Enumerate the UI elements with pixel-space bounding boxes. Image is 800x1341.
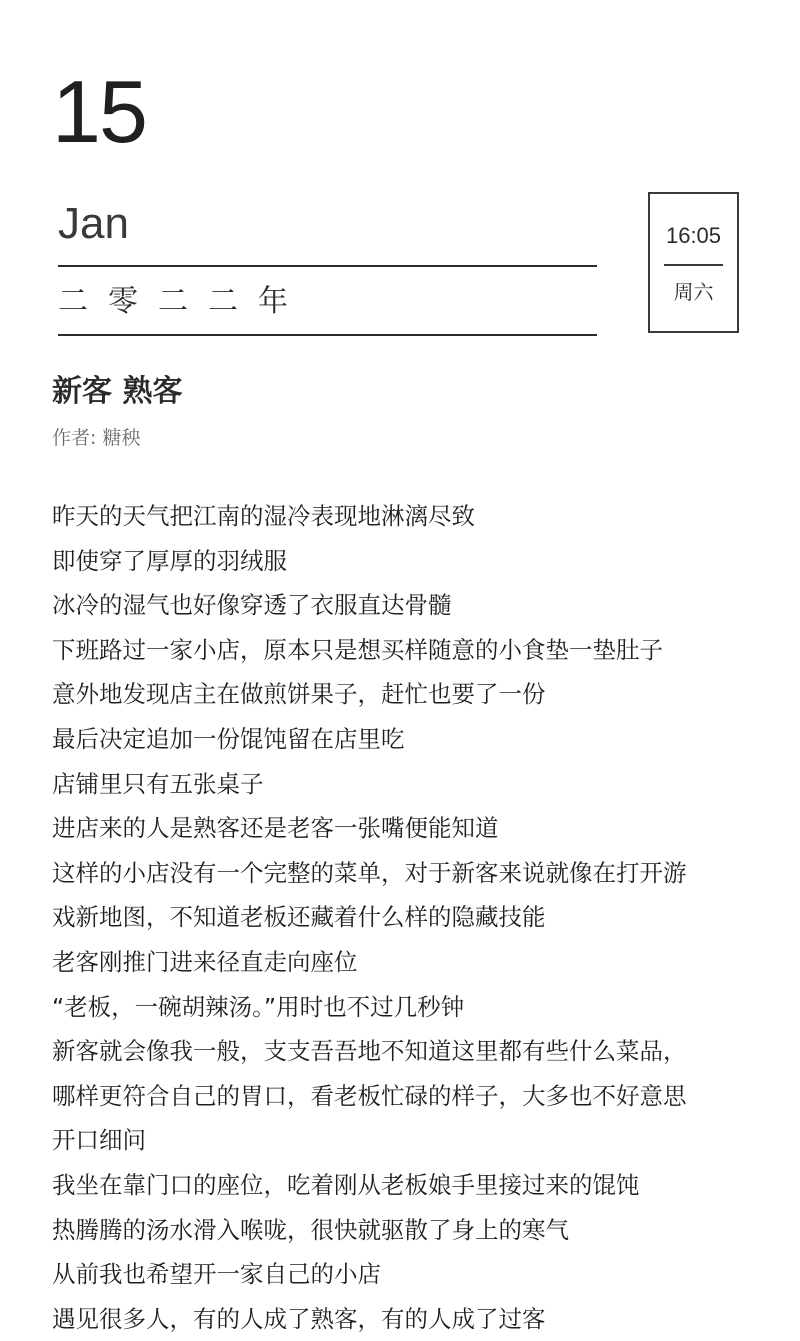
weekday-label: 周六 xyxy=(673,280,714,304)
time-box xyxy=(648,192,739,333)
body-line: 最后决定追加一份馄饨留在店里吃 xyxy=(52,724,405,753)
article-author: 作者: 糖秧 xyxy=(52,427,141,449)
body-line: 昨天的天气把江南的湿冷表现地淋漓尽致 xyxy=(52,502,475,530)
date-month: Jan xyxy=(58,199,129,248)
body-line: 意外地发现店主在做煎饼果子，赶忙也要了一份 xyxy=(52,680,546,709)
body-line: 热腾腾的汤水滑入喉咙，很快就驱散了身上的寒气 xyxy=(52,1215,569,1244)
article-title: 新客 熟客 xyxy=(52,374,183,409)
body-line: 店铺里只有五张桌子 xyxy=(52,769,264,798)
body-line: 从前我也希望开一家自己的小店 xyxy=(52,1260,381,1289)
body-line: “老板，一碗胡辣汤。”用时也不过几秒钟 xyxy=(52,992,465,1021)
body-line: 戏新地图，不知道老板还藏着什么样的隐藏技能 xyxy=(52,903,546,932)
time-box-divider xyxy=(664,264,723,266)
body-line: 新客就会像我一般，支支吾吾地不知道这里都有些什么菜品， xyxy=(52,1037,687,1066)
body-line: 下班路过一家小店，原本只是想买样随意的小食垫一垫肚子 xyxy=(52,635,663,664)
date-day: 15 xyxy=(52,62,146,161)
article-body xyxy=(52,494,772,1341)
divider-top xyxy=(58,265,597,267)
time-label: 16:05 xyxy=(665,223,722,248)
body-line: 遇见很多人，有的人成了熟客，有的人成了过客 xyxy=(52,1304,546,1333)
date-year: 二零二二年 xyxy=(58,284,308,319)
body-line: 开口细问 xyxy=(52,1126,146,1155)
body-line: 即使穿了厚厚的羽绒服 xyxy=(52,546,287,575)
body-line: 哪样更符合自己的胃口，看老板忙碌的样子，大多也不好意思 xyxy=(52,1081,687,1110)
body-line: 冰冷的湿气也好像穿透了衣服直达骨髓 xyxy=(52,591,452,620)
body-line: 进店来的人是熟客还是老客一张嘴便能知道 xyxy=(52,814,499,843)
divider-bottom xyxy=(58,334,597,336)
body-line: 我坐在靠门口的座位，吃着刚从老板娘手里接过来的馄饨 xyxy=(52,1170,640,1199)
body-line: 这样的小店没有一个完整的菜单，对于新客来说就像在打开游 xyxy=(52,858,687,887)
body-line: 老客刚推门进来径直走向座位 xyxy=(52,947,358,976)
